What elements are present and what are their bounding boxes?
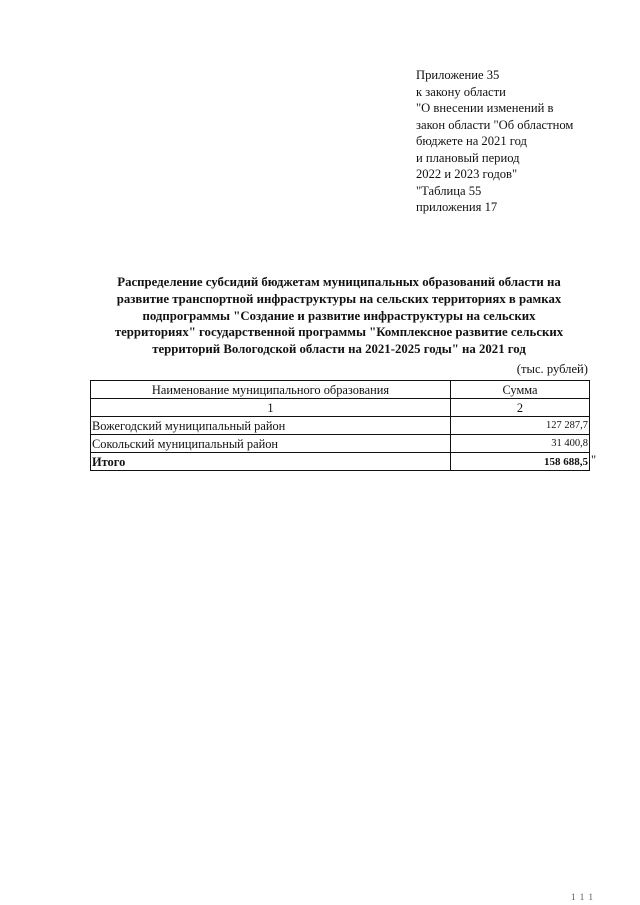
document-title	[90, 274, 588, 358]
appendix-line: закон области "Об областном	[416, 117, 574, 132]
column-number-row	[91, 399, 590, 417]
municipality-name: Вожегодский муниципальный район	[91, 417, 451, 435]
appendix-line: "О внесении изменений в	[416, 101, 554, 115]
title-line: развитие транспортной инфраструктуры на сельских территориях в рамках	[116, 291, 562, 306]
appendix-line: и плановый период	[416, 150, 520, 165]
table-row	[91, 417, 590, 435]
title-line: Распределение субсидий бюджетам муниципальных образований области на	[117, 275, 561, 289]
units-label: (тыс. рублей)	[516, 362, 588, 376]
table-row	[91, 435, 590, 453]
total-label: Итого	[91, 453, 451, 471]
appendix-reference	[416, 67, 616, 216]
table-header-row	[91, 381, 590, 399]
municipality-name: Сокольский муниципальный район	[91, 435, 451, 453]
appendix-line: "Таблица 55	[416, 183, 482, 198]
column-number: 1	[91, 399, 451, 417]
appendix-line: приложения 17	[416, 200, 498, 214]
subsidy-amount: 31 400,8	[451, 435, 590, 453]
appendix-line: Приложение 35	[416, 68, 500, 82]
appendix-line: к закону области	[416, 84, 506, 99]
appendix-line: 2022 и 2023 годов"	[416, 167, 518, 181]
subsidy-amount: 127 287,7	[451, 417, 590, 435]
appendix-line: бюджете на 2021 год	[416, 134, 527, 148]
header-amount: Сумма	[451, 381, 590, 399]
title-line: подпрограммы "Создание и развитие инфраструктуры на сельских	[142, 308, 536, 323]
closing-quote: "	[591, 453, 597, 467]
total-amount: 158 688,5	[451, 453, 590, 471]
column-number: 2	[451, 399, 590, 417]
subsidy-table	[90, 380, 590, 471]
title-line: территорий Вологодской области на 2021-2025 годы" на 2021 год	[152, 342, 526, 357]
page-mark: 1 1 1	[571, 892, 594, 902]
total-row	[91, 453, 590, 471]
title-line: территориях" государственной программы "Комплексное развитие сельских	[114, 325, 564, 340]
header-name: Наименование муниципального образования	[91, 381, 451, 399]
